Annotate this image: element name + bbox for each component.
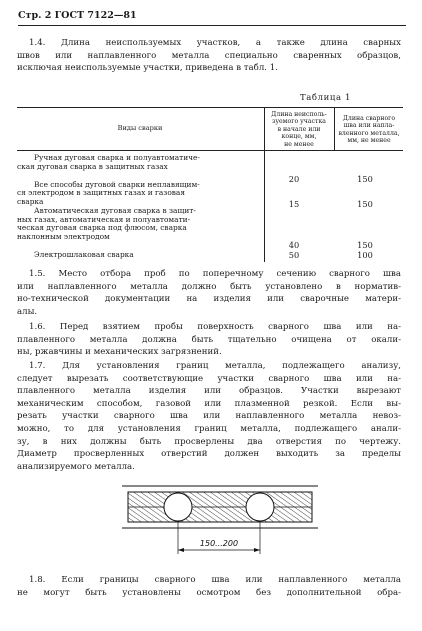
text-line: можно, то для установления границ металла, подлежащего анали- [17,423,401,434]
text-line: Электрошлаковая сварка [34,250,134,259]
drilled-hole-right [246,493,274,521]
text-line: ческая дуговая сварка под флюсом, сварка [17,223,187,233]
page-label: Стр. 2 ГОСТ 7122—81 [18,10,137,21]
header-line: мм, не менее [347,137,391,145]
table-cell: 20 [288,174,300,184]
header-line: вленного металла, [338,129,400,137]
text-line: сварка [17,196,44,206]
text-line: Диаметр просверленных отверстий должен выходить за пределы [17,449,401,460]
header-rule [18,25,406,26]
header-line: Длина сварного [342,115,396,122]
weld-length-table [17,107,403,262]
text-line: ных газах, автоматическая и полуавтомати- [17,214,191,224]
paragraph-1-7 [17,360,401,473]
text-line: анализируемого металла. [17,461,135,472]
header-line: в начале или [277,125,321,133]
text-line: 1.6. Перед взятием пробы поверхность сварного шва или на- [29,322,401,332]
table-row-label [17,207,263,241]
table-row-label [17,154,263,171]
header-line: не менее [284,140,314,148]
paragraph-1-4 [17,37,401,75]
header-line: зуемого участка [271,118,326,126]
drilled-hole-left [164,493,192,521]
dimension-arrow-right [254,548,260,552]
text-line: следует вырезать соответствующие участки сварного шва или на- [17,373,401,384]
paragraph-1-8 [17,574,401,599]
table-row-label [17,172,263,206]
text-line: плавленного металла должна быть тщательно очищена от окали- [17,334,401,345]
text-line: Ручная дуговая сварка и полуавтоматиче- [34,153,200,162]
table-cell: 15 [288,199,300,209]
paragraph-1-5 [17,268,401,318]
table-cell: 150 [357,240,373,250]
text-line: 1.5. Место отбора проб по поперечному сечению сварного шва [29,269,401,279]
text-line: ская дуговая сварка в защитных газах [17,161,168,171]
text-line: не могут быть установлены осмотром без дополнительной обра- [17,587,401,598]
header-line: Длина неисполь- [271,111,327,118]
table-cell: 150 [357,199,373,209]
header-weld-length [335,115,403,145]
text-line: швов или наплавленного металла специально сваренных образцов, [17,50,401,61]
header-line: шва или напла- [343,122,395,130]
text-line: ны, ржавчины и механических загрязнений. [17,347,222,358]
weld-drawing-svg [120,478,320,564]
text-line: Автоматическая дуговая сварка в защит- [34,206,196,215]
text-line: алы. [17,306,38,317]
text-line: или наплавленного металла должно быть установлено в норматив- [17,281,401,292]
text-line: резать участки сварного шва или наплавленного металла невоз- [17,411,401,422]
dimension-arrow-left [178,548,184,552]
text-line: исключая неиспользуемые участки, приведена в табл. 1. [17,63,278,74]
table-row-label [17,251,263,260]
header-line: конце, мм, [281,133,317,141]
table-cell: 100 [357,250,373,260]
text-line: 1.4. Длина неиспользуемых участков, а также длина сварных [29,38,401,48]
text-line: но-технической документации на изделия или сварочные матери- [17,294,401,305]
table-cell: 150 [357,174,373,184]
table-cell: 40 [288,240,300,250]
text-line: ся электродом в защитных газах и газовая [17,188,185,198]
paragraph-1-6 [17,321,401,359]
page-header [18,10,137,21]
table-caption: Таблица 1 [300,93,351,103]
text-line: Все способы дуговой сварки неплавящим- [34,179,200,189]
weld-sample-drawing [120,478,320,564]
text-line: зу, в них должны быть просверлены два отверстия по чертежу. [17,436,401,447]
text-line: 1.7. Для установления границ металла, подлежащего анализу, [29,361,401,371]
dimension-label: 150...200 [199,539,239,548]
table-top-rule [17,107,403,108]
table-cell: 50 [288,250,300,260]
text-line: наклонным электродом [17,231,110,241]
header-unused-length [265,111,333,148]
text-line: 1.8. Если границы сварного шва или наплавленного металла [29,575,401,585]
table-header-rule [17,150,403,151]
text-line: плавленного металла изделия или образцов. Участки вырезают [17,386,401,397]
text-line: механическим способом, газовой или плазменной резкой. Если вы- [17,398,401,409]
header-weld-type: Виды сварки [117,124,163,132]
